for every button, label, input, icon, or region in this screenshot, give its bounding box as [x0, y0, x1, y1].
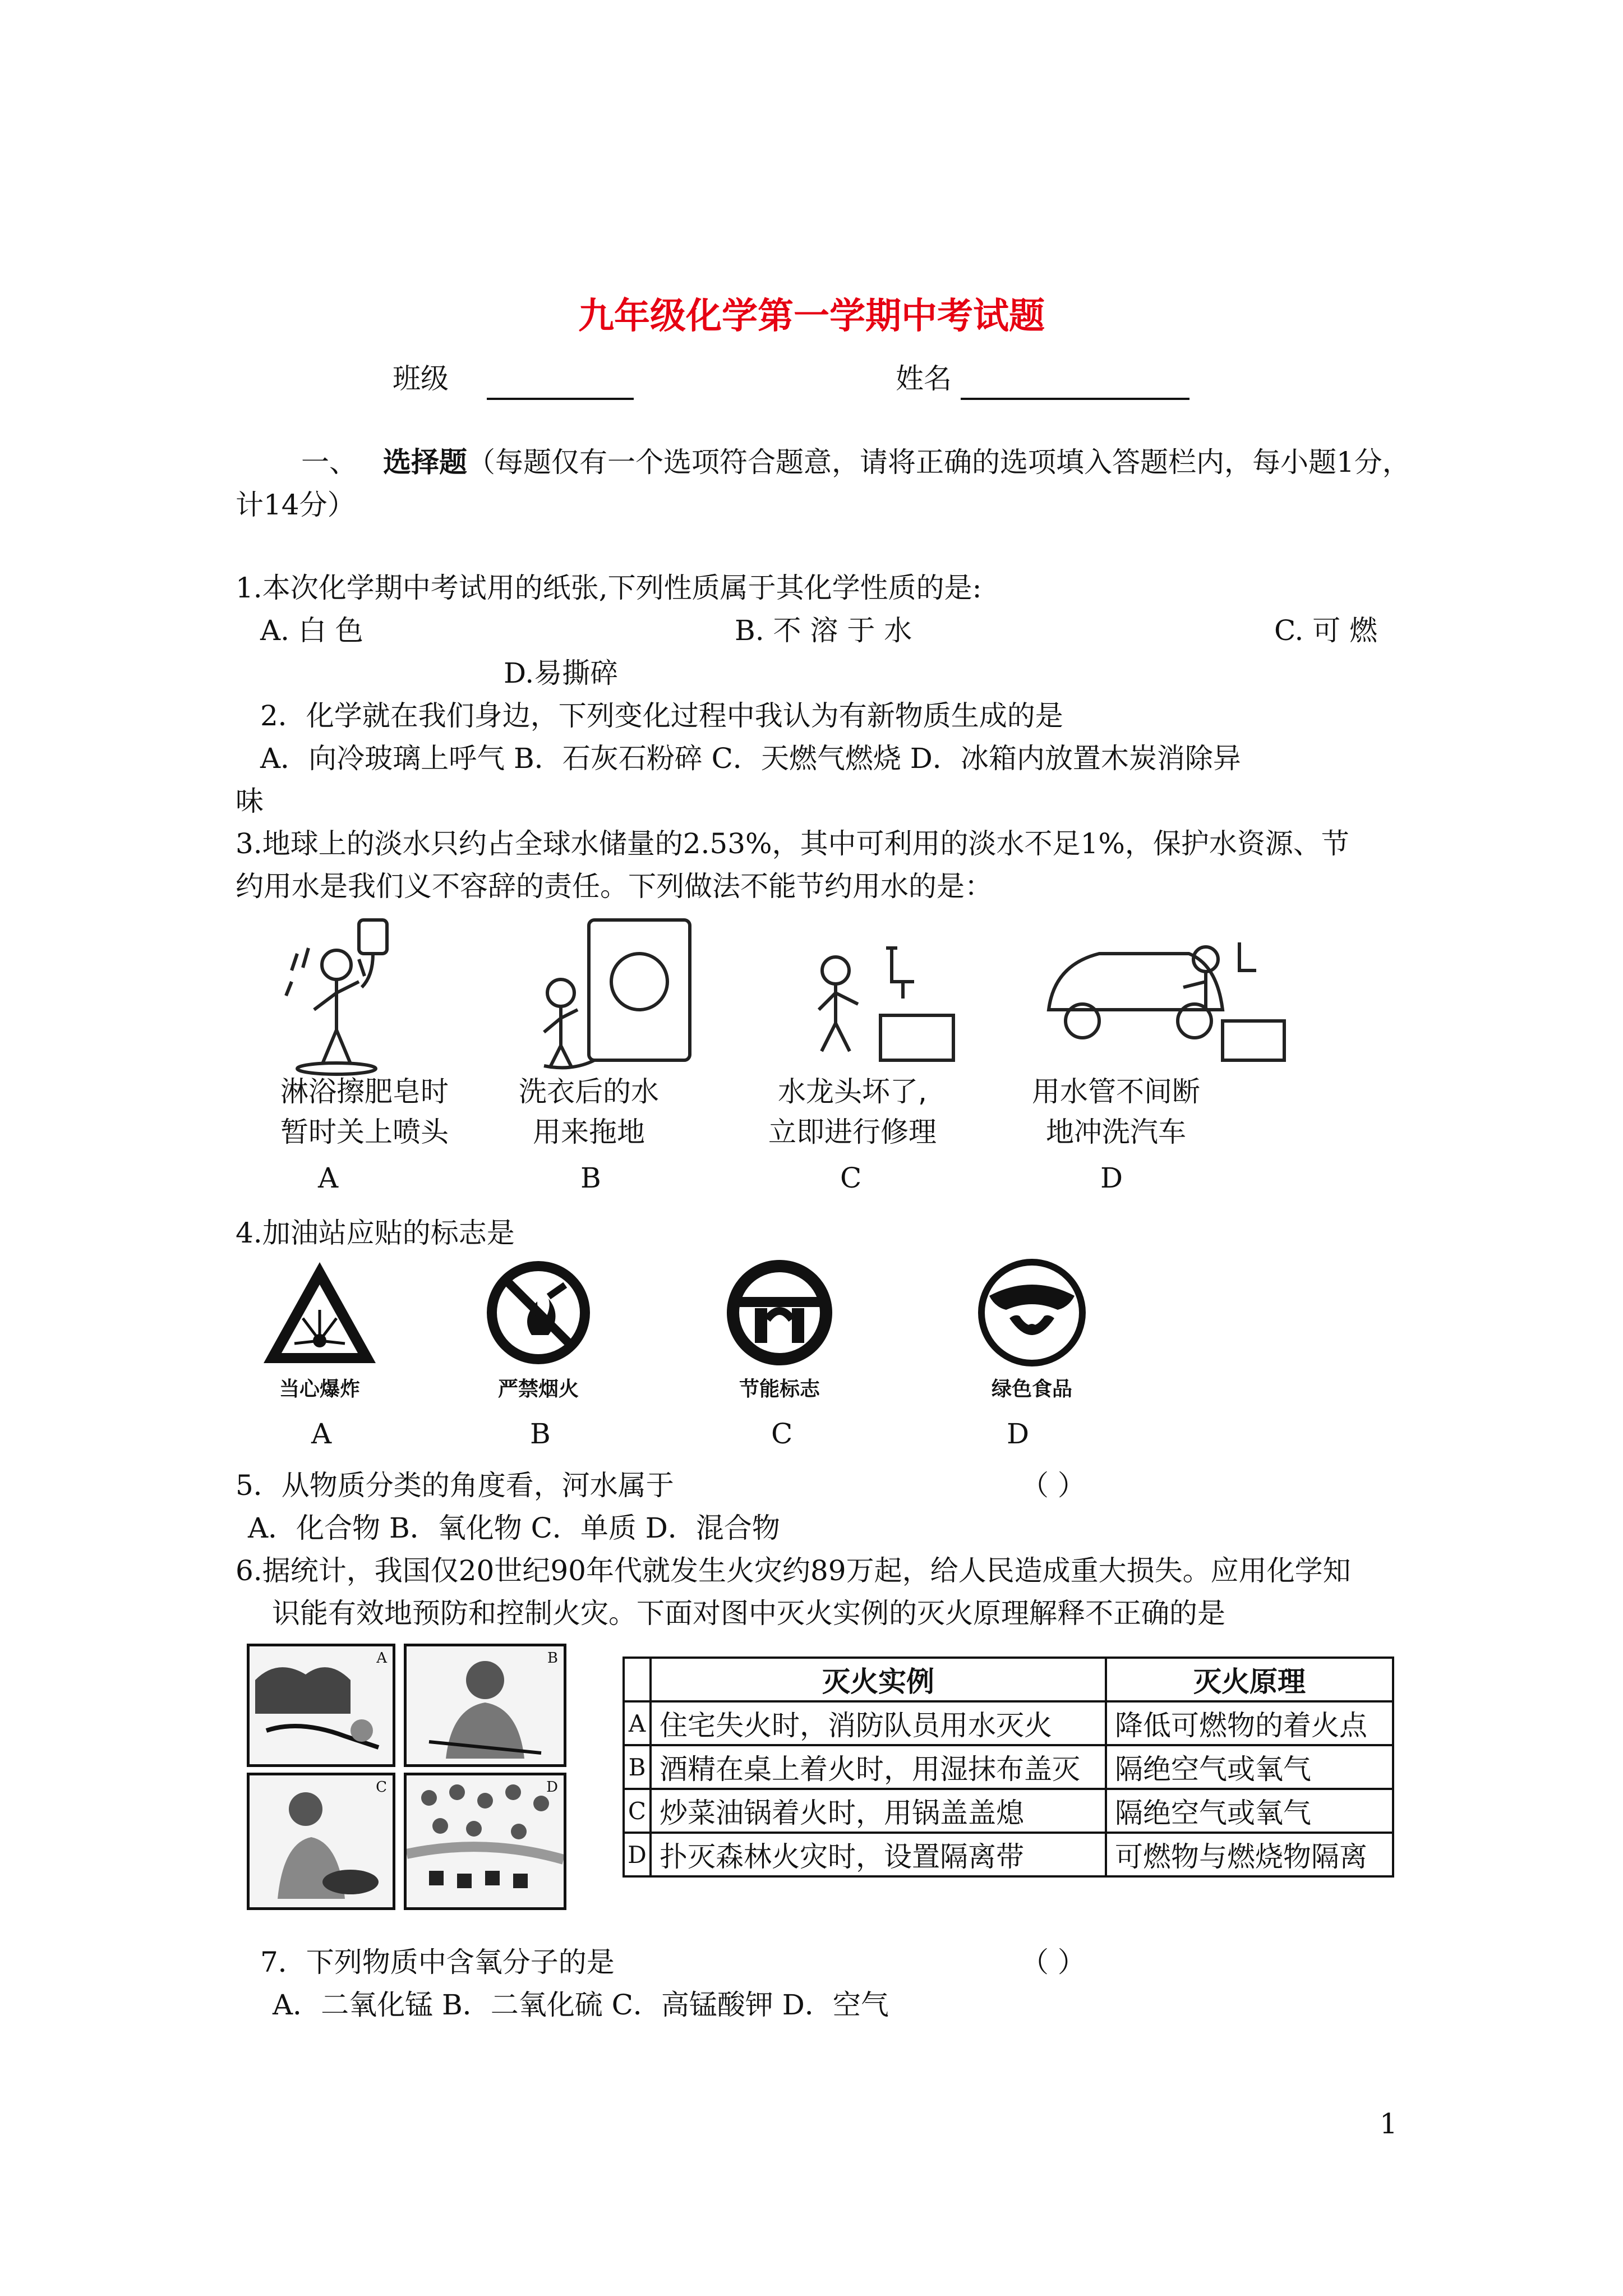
fire-table-key: C: [624, 1789, 651, 1833]
class-blank: [487, 365, 634, 400]
fire-table-key: A: [624, 1701, 651, 1745]
q7-stem: 7．下列物质中含氧分子的是: [260, 1946, 615, 1978]
washing-machine-icon: [544, 920, 690, 1068]
section-number: 一、: [301, 446, 357, 478]
section-instruction-cont: 计14分）: [236, 489, 356, 521]
name-field: [896, 357, 1189, 400]
no-fire-icon: [487, 1261, 590, 1364]
q1-option-c: C. 可 燃: [1274, 614, 1378, 647]
fire-panel-b-label: B: [547, 1650, 558, 1667]
q6-stem-1: 6.据统计，我国仅20世纪90年代就发生火灾约89万起，给人民造成重大损失。应用化学知: [236, 1554, 1351, 1587]
q5-options: A．化合物 B．氧化物 C．单质 D．混合物: [248, 1512, 780, 1544]
forest-firebreak-icon: [407, 1775, 564, 1907]
firefighter-icon: [250, 1646, 393, 1764]
q3-letter-a: A: [318, 1162, 339, 1194]
fire-table-header-principle: 灭火原理: [1106, 1658, 1393, 1701]
green-food-icon: [981, 1262, 1082, 1363]
fire-table-header-example: 灭火实例: [651, 1658, 1106, 1701]
q1-option-b: B. 不 溶 于 水: [735, 614, 912, 647]
q1-option-a: A. 白 色: [260, 614, 363, 647]
car-washing-icon: [1049, 942, 1284, 1060]
q3-illustrations: [264, 909, 1385, 1077]
q6-stem-2: 识能有效地预防和控制火灾。下面对图中灭火实例的灭火原理解释不正确的是: [272, 1597, 1225, 1630]
fire-table-key: B: [624, 1745, 651, 1789]
q2-stem: 2．化学就在我们身边，下列变化过程中我认为有新物质生成的是: [260, 700, 1063, 732]
section-instruction: （每题仅有一个选项符合题意，请将正确的选项填入答题栏内，每小题1分，: [467, 446, 1410, 478]
q3-stem-1: 3.地球上的淡水只约占全球水储量的2.53%，其中可利用的淡水不足1%，保护水资源、节: [236, 827, 1349, 860]
q1-option-d: D.易撕碎: [504, 657, 619, 689]
q3-letter-c: C: [840, 1162, 862, 1194]
fire-panel-d-label: D: [546, 1779, 558, 1796]
q3-stem-2: 约用水是我们义不容辞的责任。下列做法不能节约用水的是：: [236, 870, 993, 903]
q4-letter-b: B: [530, 1418, 551, 1450]
fire-table-example: 炒菜油锅着火时，用锅盖盖熄: [651, 1789, 1106, 1833]
name-label: 姓名: [896, 362, 952, 395]
fire-panel-a: [247, 1644, 395, 1767]
fire-table-principle: 隔绝空气或氧气: [1106, 1745, 1393, 1789]
q1-stem: 1.本次化学期中考试用的纸张,下列性质属于其化学性质的是:: [236, 572, 982, 604]
wet-cloth-icon: [407, 1646, 564, 1764]
section-title: 选择题: [383, 445, 467, 478]
q3-letter-b: B: [580, 1162, 601, 1194]
table-row: [624, 1745, 1393, 1789]
page-title: 九年级化学第一学期中考试题: [578, 295, 1045, 337]
q4-signs: [264, 1257, 1150, 1380]
q5-stem: 5．从物质分类的角度看，河水属于: [236, 1469, 674, 1502]
fire-table-example: 扑灭森林火灾时，设置隔离带: [651, 1833, 1106, 1876]
table-row: [624, 1701, 1393, 1745]
class-field: [393, 357, 634, 400]
shower-person-icon: [286, 920, 387, 1074]
q7-answer-paren: （ ）: [1021, 1946, 1086, 1978]
q3-caption-d-2: 地冲洗汽车: [1046, 1116, 1186, 1148]
q4-caption-d: 绿色食品: [991, 1378, 1072, 1401]
fire-panel-d: [404, 1773, 566, 1910]
q4-letter-d: D: [1007, 1418, 1030, 1450]
fire-table-principle: 可燃物与燃烧物隔离: [1106, 1833, 1393, 1876]
fire-table-example: 住宅失火时，消防队员用水灭火: [651, 1701, 1106, 1745]
fire-table: [623, 1657, 1394, 1878]
q2-options-cont: 味: [236, 785, 264, 817]
explosion-warning-icon: [264, 1262, 376, 1363]
q4-caption-a: 当心爆炸: [279, 1378, 360, 1401]
q3-caption-c-2: 立即进行修理: [768, 1116, 937, 1148]
q5-answer-paren: （ ）: [1021, 1469, 1086, 1502]
fire-table-example: 酒精在桌上着火时，用湿抹布盖灭: [651, 1745, 1106, 1789]
table-row: [624, 1789, 1393, 1833]
q3-caption-a-2: 暂时关上喷头: [280, 1116, 449, 1148]
fire-table-header: [624, 1658, 1393, 1701]
q4-caption-c: 节能标志: [739, 1378, 820, 1401]
name-blank: [961, 365, 1189, 400]
q3-letter-d: D: [1100, 1162, 1123, 1194]
fire-table-principle: 隔绝空气或氧气: [1106, 1789, 1393, 1833]
q3-caption-d-1: 用水管不间断: [1032, 1075, 1200, 1108]
fire-panel-a-label: A: [376, 1650, 387, 1667]
section-heading: [301, 441, 1410, 484]
q3-caption-a-1: 淋浴擦肥皂时: [280, 1075, 449, 1108]
q4-caption-b: 严禁烟火: [497, 1378, 579, 1401]
page-number: 1: [1380, 2108, 1398, 2140]
tap-repair-icon: [819, 948, 953, 1060]
q3-caption-b-1: 洗衣后的水: [519, 1075, 659, 1108]
q2-options: A．向冷玻璃上呼气 B．石灰石粉碎 C．天燃气燃烧 D．冰箱内放置木炭消除异: [260, 742, 1241, 775]
q4-letter-c: C: [771, 1418, 793, 1450]
fire-panel-c-label: C: [376, 1779, 387, 1796]
fire-table-principle: 降低可燃物的着火点: [1106, 1701, 1393, 1745]
pan-lid-icon: [250, 1775, 393, 1907]
fire-table-key: D: [624, 1833, 651, 1876]
fire-panel-c: [247, 1773, 395, 1910]
q7-options: A．二氧化锰 B．二氧化硫 C．高锰酸钾 D．空气: [273, 1989, 889, 2021]
q4-letter-a: A: [311, 1418, 332, 1450]
table-row: [624, 1833, 1393, 1876]
q3-caption-c-1: 水龙头坏了,: [778, 1075, 927, 1108]
fire-table-corner: [624, 1658, 651, 1701]
energy-saving-icon: [727, 1260, 832, 1365]
q4-stem: 4.加油站应贴的标志是: [236, 1217, 515, 1249]
class-label: 班级: [393, 362, 449, 395]
q3-caption-b-2: 用来拖地: [533, 1116, 645, 1148]
fire-panel-b: [404, 1644, 566, 1767]
